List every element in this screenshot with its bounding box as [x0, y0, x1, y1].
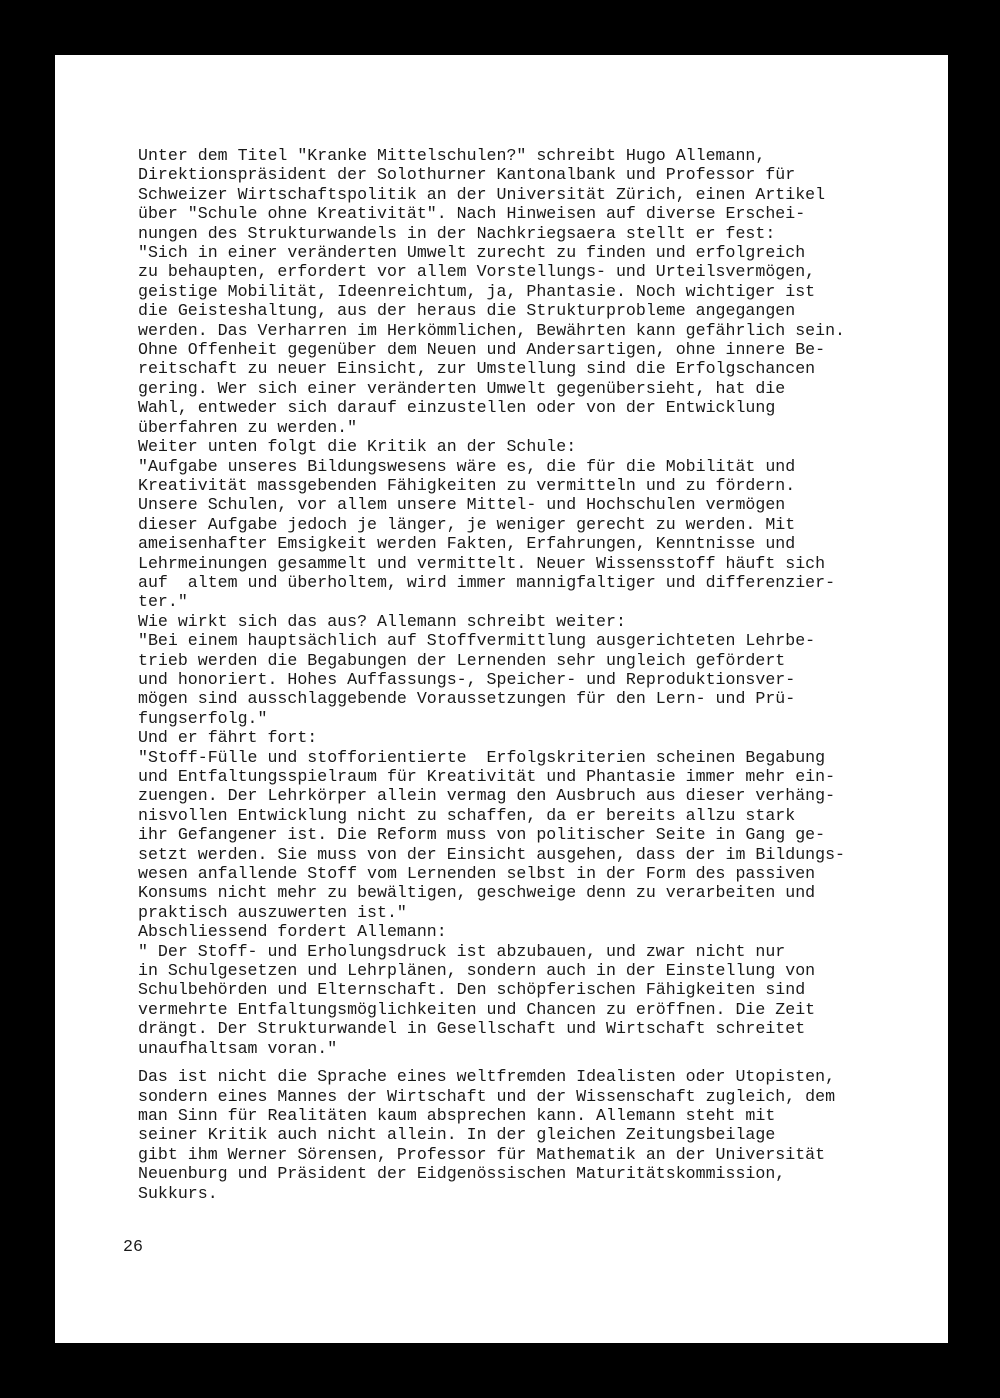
text-line: praktisch auszuwerten ist.": [138, 902, 407, 922]
text-line: " Der Stoff- und Erholungsdruck ist abzubauen, und zwar nicht nur: [138, 941, 786, 961]
text-line: Schweizer Wirtschaftspolitik an der Universität Zürich, einen Artikel: [138, 184, 826, 204]
text-line: Konsums nicht mehr zu bewältigen, geschweige denn zu verarbeiten und: [138, 883, 816, 903]
text-line: in Schulgesetzen und Lehrplänen, sondern auch in der Einstellung von: [138, 961, 816, 981]
text-line: "Bei einem hauptsächlich auf Stoffvermittlung ausgerichteten Lehrbe-: [138, 631, 816, 651]
text-line: man Sinn für Realitäten kaum absprechen kann. Allemann steht mit: [138, 1105, 776, 1125]
text-line: ameisenhafter Emsigkeit werden Fakten, Erfahrungen, Kenntnisse und: [138, 534, 796, 554]
text-line: und Entfaltungsspielraum für Kreativität und Phantasie immer mehr ein-: [138, 767, 836, 786]
text-line: und honoriert. Hohes Auffassungs-, Speicher- und Reproduktionsver-: [138, 669, 796, 689]
text-line: Kreativität massgebenden Fähigkeiten zu vermitteln und zu fördern.: [138, 475, 796, 495]
text-line: dieser Aufgabe jedoch je länger, je weniger gerecht zu werden. Mit: [138, 514, 796, 534]
text-line: Sukkurs.: [138, 1183, 218, 1203]
text-line: Abschliessend fordert Allemann:: [138, 922, 447, 942]
body-text: [138, 146, 958, 1203]
text-line: reitschaft zu neuer Einsicht, zur Umstellung sind die Erfolgschancen: [138, 359, 816, 379]
text-line: ihr Gefangener ist. Die Reform muss von politischer Seite in Gang ge-: [138, 825, 826, 845]
text-line: Neuenburg und Präsident der Eidgenössischen Maturitätskommission,: [138, 1164, 786, 1184]
text-line: Unter dem Titel "Kranke Mittelschulen?" schreibt Hugo Allemann,: [138, 146, 766, 165]
text-line: zu behaupten, erfordert vor allem Vorstellungs- und Urteilsvermögen,: [138, 262, 816, 282]
text-line: Ohne Offenheit gegenüber dem Neuen und Andersartigen, ohne innere Be-: [138, 340, 826, 360]
text-line: wesen anfallende Stoff vom Lernenden selbst in der Form des passiven: [138, 864, 816, 884]
text-line: mögen sind ausschlaggebende Voraussetzungen für den Lern- und Prü-: [138, 689, 796, 709]
text-line: "Stoff-Fülle und stofforientierte Erfolgskriterien scheinen Begabung: [138, 747, 826, 767]
text-line: Direktionspräsident der Solothurner Kantonalbank und Professor für: [138, 165, 796, 185]
paragraph-gap: [138, 1058, 958, 1067]
text-line: "Sich in einer veränderten Umwelt zurecht zu finden und erfolgreich: [138, 243, 806, 263]
text-line: gering. Wer sich einer veränderten Umwelt gegenübersieht, hat die: [138, 378, 786, 398]
text-line: setzt werden. Sie muss von der Einsicht ausgehen, dass der im Bildungs-: [138, 844, 846, 864]
text-line: Das ist nicht die Sprache eines weltfremden Idealisten oder Utopisten,: [138, 1067, 836, 1087]
text-line: unaufhaltsam voran.": [138, 1038, 338, 1058]
text-line: geistige Mobilität, Ideenreichtum, ja, Phantasie. Noch wichtiger ist: [138, 281, 816, 301]
text-line: trieb werden die Begabungen der Lernenden sehr ungleich gefördert: [138, 650, 786, 670]
text-line: Und er fährt fort:: [138, 728, 318, 748]
text-line: nisvollen Entwicklung nicht zu schaffen, da er bereits allzu stark: [138, 805, 796, 825]
text-line: Wie wirkt sich das aus? Allemann schreibt weiter:: [138, 611, 626, 631]
text-line: Unsere Schulen, vor allem unsere Mittel- und Hochschulen vermögen: [138, 495, 786, 515]
text-line: zuengen. Der Lehrkörper allein vermag den Ausbruch aus dieser verhäng-: [138, 786, 836, 806]
text-line: fungserfolg.": [138, 708, 268, 728]
text-line: "Aufgabe unseres Bildungswesens wäre es, die für die Mobilität und: [138, 456, 796, 476]
text-line: nungen des Strukturwandels in der Nachkriegsaera stellt er fest:: [138, 223, 776, 243]
text-line: gibt ihm Werner Sörensen, Professor für Mathematik an der Universität: [138, 1144, 826, 1164]
text-line: überfahren zu werden.": [138, 417, 358, 437]
text-line: ter.": [138, 592, 188, 612]
text-line: seiner Kritik auch nicht allein. In der gleichen Zeitungsbeilage: [138, 1125, 776, 1145]
text-line: die Geisteshaltung, aus der heraus die Strukturprobleme angegangen: [138, 301, 796, 321]
text-line: sondern eines Mannes der Wirtschaft und der Wissenschaft zugleich, dem: [138, 1086, 836, 1106]
text-line: vermehrte Entfaltungsmöglichkeiten und Chancen zu eröffnen. Die Zeit: [138, 999, 816, 1019]
text-line: drängt. Der Strukturwandel in Gesellschaft und Wirtschaft schreitet: [138, 1019, 806, 1039]
text-line: über "Schule ohne Kreativität". Nach Hinweisen auf diverse Erschei-: [138, 204, 806, 224]
text-line: werden. Das Verharren im Herkömmlichen, Bewährten kann gefährlich sein.: [138, 320, 846, 340]
page-number: 26: [123, 1237, 143, 1256]
text-line: Weiter unten folgt die Kritik an der Schule:: [138, 437, 577, 457]
text-line: Lehrmeinungen gesammelt und vermittelt. Neuer Wissensstoff häuft sich: [138, 553, 826, 573]
document-page: [55, 55, 948, 1343]
text-line: Schulbehörden und Elternschaft. Den schöpferischen Fähigkeiten sind: [138, 980, 806, 1000]
text-line: auf altem und überholtem, wird immer mannigfaltiger und differenzier-: [138, 572, 836, 592]
text-line: Wahl, entweder sich darauf einzustellen oder von der Entwicklung: [138, 398, 776, 418]
